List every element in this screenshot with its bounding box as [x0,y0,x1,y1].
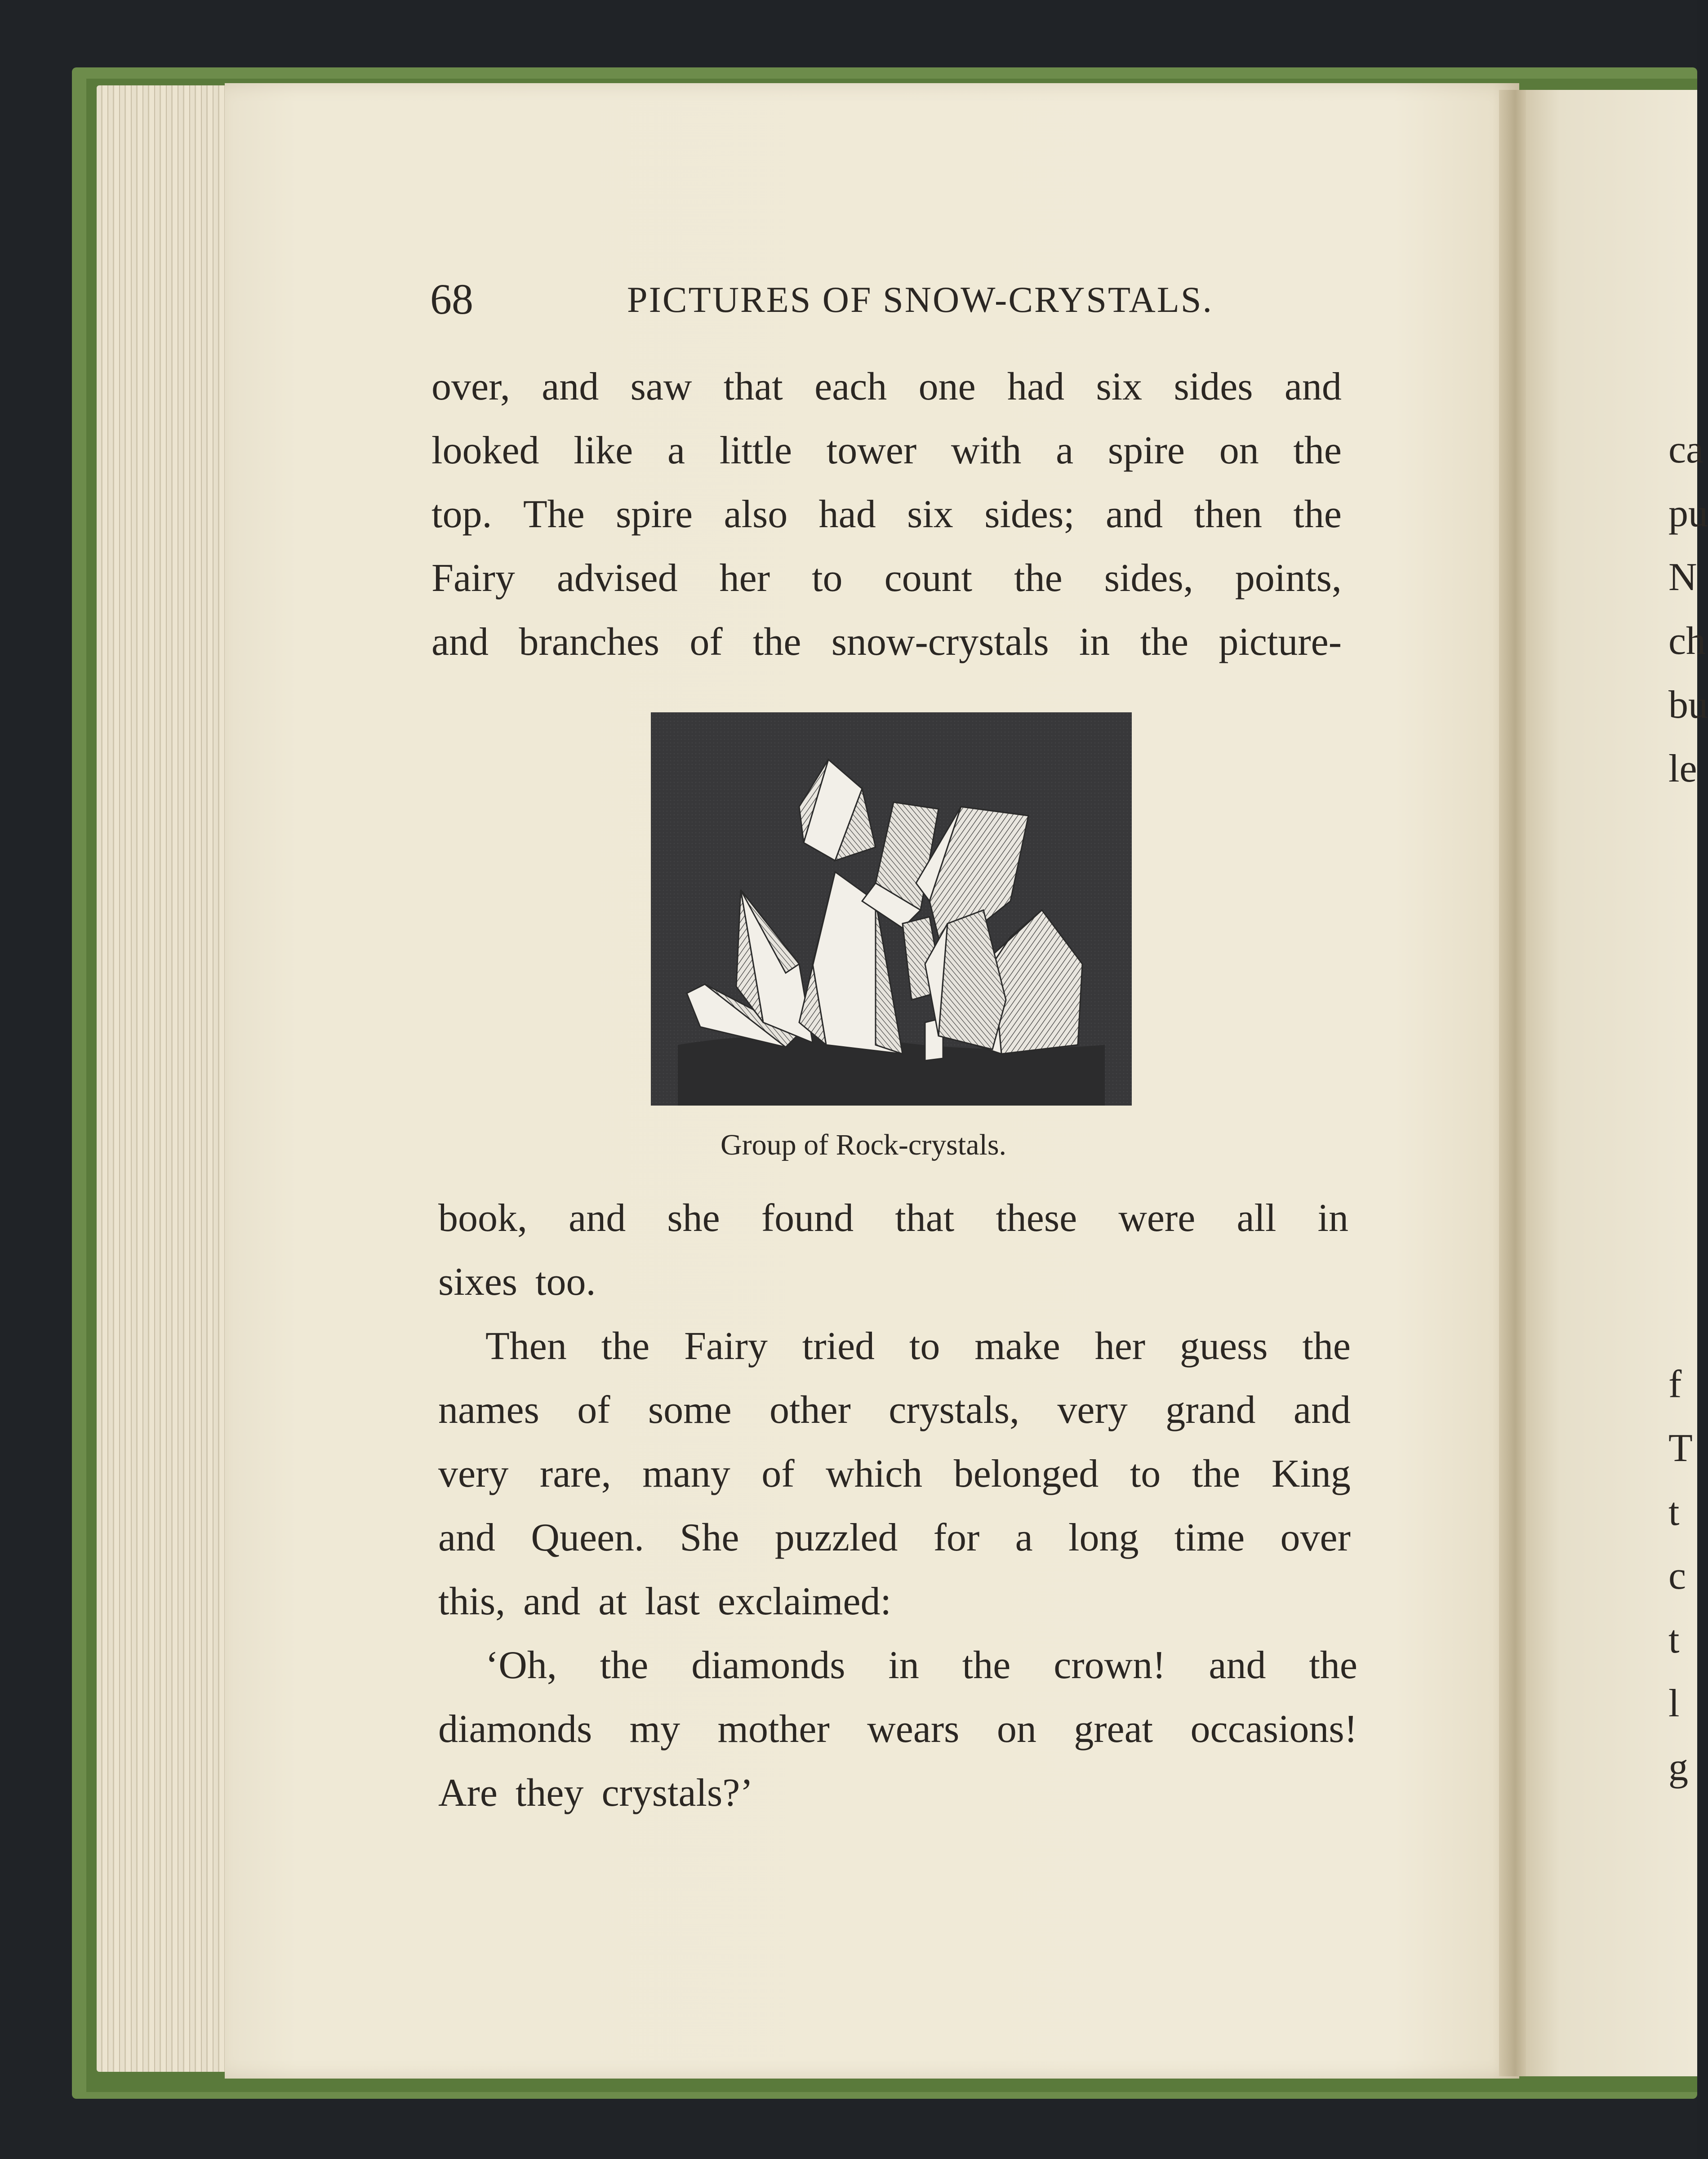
text-line [431,428,1342,473]
word: they [515,1771,584,1815]
word: all [1237,1196,1277,1240]
word: with [951,429,1022,472]
word: sides [1174,365,1253,409]
text-line [431,619,1342,665]
word: in [1079,620,1110,664]
word: her [1094,1324,1146,1368]
word: and [1106,493,1163,536]
word: that [723,365,783,409]
word: crystals?’ [601,1771,753,1815]
word: spire [1108,429,1185,472]
figure-caption: Group of Rock-crystals. [721,1128,1007,1161]
text-line [485,1324,1351,1369]
word: long [1068,1516,1139,1559]
text-line [438,1770,753,1816]
facing-page-fragment: t [1668,1490,1680,1534]
word: diamonds [438,1707,592,1751]
word: exclaimed: [717,1580,891,1623]
word: tower [826,429,917,472]
word: Then [485,1324,567,1368]
word: other [769,1388,851,1432]
word: also [724,493,788,536]
facing-page-fragment: T [1668,1426,1693,1470]
word: looked [431,429,539,472]
facing-page-fragment: l [1668,1682,1680,1725]
word: in [1317,1196,1348,1240]
word: a [1056,429,1074,472]
word: tried [802,1324,875,1368]
word: some [648,1388,732,1432]
text-line [431,555,1342,601]
word: very [1057,1388,1128,1432]
word: six [907,493,953,536]
word: one [918,365,976,409]
text-line [438,1451,1351,1497]
word: and [1293,1388,1351,1432]
word: Fairy [684,1324,768,1368]
facing-page-fragment: ch [1668,619,1706,663]
word: and [1209,1644,1266,1687]
text-line [438,1706,1357,1752]
word: great [1074,1707,1153,1751]
word: my [629,1707,681,1751]
word: this, [438,1580,506,1623]
word: Fairy [431,556,515,600]
word: and [542,365,599,409]
text-line [438,1579,891,1624]
word: rare, [539,1452,611,1496]
word: the [1192,1452,1241,1496]
word: had [1007,365,1065,409]
page-edges [97,85,240,2072]
word: points, [1235,556,1342,600]
facing-page-fragment: c [1668,1554,1686,1598]
text-line [431,364,1342,409]
word: found [761,1196,854,1240]
word: these [996,1196,1077,1240]
word: the [1293,493,1342,536]
word: sides; [984,493,1075,536]
word: guess [1180,1324,1268,1368]
facing-page-fragment: pu [1668,492,1708,535]
word: make [974,1324,1060,1368]
facing-page-fragment: ca [1668,428,1704,471]
word: the [1309,1644,1357,1687]
word: names [438,1388,539,1432]
text-line [431,492,1342,537]
word: sixes [438,1260,517,1304]
word: at [598,1580,627,1623]
word: to [812,556,843,600]
word: a [1015,1516,1033,1559]
word: The [523,493,585,536]
word: in [888,1644,919,1687]
text-line [438,1387,1351,1433]
word: for [933,1516,980,1559]
word: belonged [953,1452,1099,1496]
word: the [601,1324,650,1368]
word: the [1302,1324,1351,1368]
word: over [1280,1516,1351,1559]
word: that [895,1196,955,1240]
running-title: PICTURES OF SNOW-CRYSTALS. [627,279,1213,320]
word: six [1096,365,1143,409]
word: the [1140,620,1189,664]
facing-page-fragment: bu [1668,683,1708,727]
word: many [642,1452,730,1496]
word: wears [867,1707,960,1751]
word: of [689,620,723,664]
word: on [996,1707,1036,1751]
word: and [438,1516,496,1559]
word: like [574,429,633,472]
word: of [577,1388,610,1432]
facing-page-fragment: f [1668,1363,1682,1406]
word: branches [519,620,660,664]
text-line [485,1643,1357,1688]
word: picture- [1219,620,1342,664]
word: puzzled [774,1516,898,1559]
word: grand [1165,1388,1256,1432]
word: of [761,1452,795,1496]
word: She [680,1516,739,1559]
word: the [600,1644,649,1687]
word: over, [431,365,510,409]
text-line [438,1259,596,1305]
word: sides, [1104,556,1193,600]
word: book, [438,1196,527,1240]
facing-page-fragment: g [1668,1746,1688,1789]
facing-page-fragment: le [1668,747,1697,791]
word: crystals, [889,1388,1020,1432]
text-line [438,1195,1348,1241]
word: mother [717,1707,830,1751]
word: the [1014,556,1063,600]
word: the [1293,429,1342,472]
rock-crystal-illustration [651,712,1132,1106]
word: a [667,429,685,472]
page-number: 68 [430,275,473,323]
word: on [1219,429,1259,472]
rock-crystal-drawing [651,712,1132,1106]
facing-page-fragment: t [1668,1618,1680,1661]
word: Are [438,1771,498,1815]
word: saw [630,365,692,409]
word: little [719,429,792,472]
book-gutter [1499,90,1526,2076]
word: and [431,620,489,664]
word: and [1284,365,1342,409]
word: time [1174,1516,1245,1559]
word: the [752,620,801,664]
word: too. [535,1260,596,1304]
facing-page-fragment: N [1668,555,1697,599]
word: advised [556,556,678,600]
word: last [645,1580,700,1623]
word: spire [616,493,693,536]
word: which [826,1452,923,1496]
word: she [667,1196,720,1240]
word: and [523,1580,581,1623]
word: had [818,493,876,536]
text-line [438,1515,1351,1560]
word: diamonds [691,1644,845,1687]
word: top. [431,493,492,536]
word: very [438,1452,509,1496]
word: then [1194,493,1263,536]
word: and [569,1196,626,1240]
word: count [884,556,973,600]
word: the [962,1644,1011,1687]
word: King [1271,1452,1351,1496]
word: crown! [1054,1644,1166,1687]
word: her [719,556,770,600]
word: to [909,1324,940,1368]
word: each [814,365,887,409]
word: were [1118,1196,1196,1240]
word: ‘Oh, [485,1644,557,1687]
word: snow-crystals [831,620,1049,664]
word: occasions! [1190,1707,1357,1751]
word: Queen. [531,1516,645,1559]
word: to [1130,1452,1161,1496]
